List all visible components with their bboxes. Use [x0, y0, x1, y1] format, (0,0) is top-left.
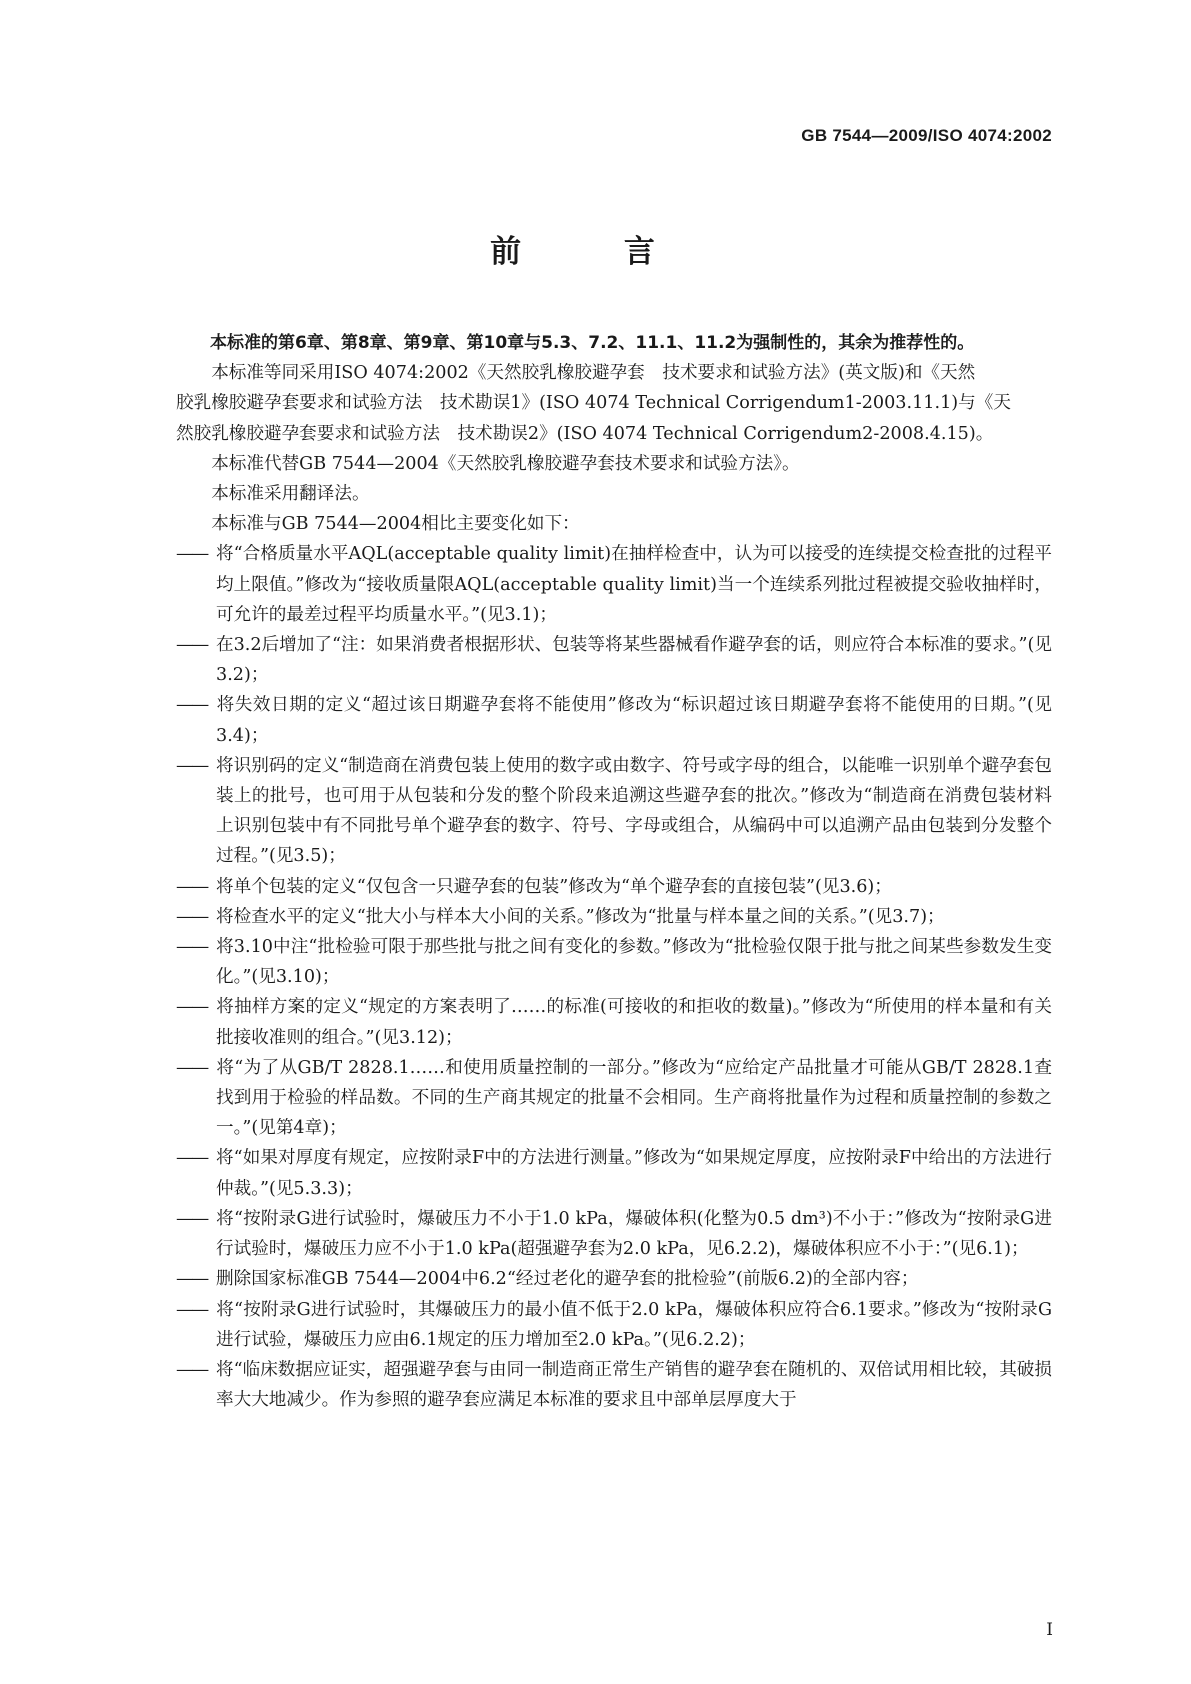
adoption-statement-line2: 胶乳橡胶避孕套要求和试验方法 技术勘误1》(ISO 4074 Technical Corrigendum1-2003.11.1)与《天: [176, 393, 1011, 414]
list-marker: ——: [176, 876, 208, 897]
list-marker: ——: [176, 906, 208, 927]
list-marker: ——: [176, 1148, 208, 1169]
list-marker: ——: [176, 937, 208, 958]
adoption-statement-line3: 然胶乳橡胶避孕套要求和试验方法 技术勘误2》(ISO 4074 Technical Corrigendum2-2008.4.15)。: [176, 423, 994, 444]
list-item: —— 将抽样方案的定义“规定的方案表明了……的标准(可接收的和拒收的数量)。”修改为“所使用的样本量和有关批接收准则的组合。”(见3.12)；: [176, 992, 1052, 1052]
list-item: —— 在3.2后增加了“注：如果消费者根据形状、包装等将某些器械看作避孕套的话，则应符合本标准的要求。”(见3.2)；: [176, 630, 1052, 690]
translation-method: 本标准采用翻译法。: [211, 484, 370, 505]
list-marker: ——: [176, 755, 208, 776]
list-item: —— 将“合格质量水平AQL(acceptable quality limit)在抽样检查中，认为可以接受的连续提交检查批的过程平均上限值。”修改为“接收质量限AQL(acceptable quality limit)当一个连续系列批过程被提交验收抽样时，可允许的最差过程平均质量水平。”(见3.1)；: [176, 539, 1052, 630]
list-marker: ——: [176, 695, 208, 716]
list-item: —— 将识别码的定义“制造商在消费包装上使用的数字或由数字、符号或字母的组合，以能唯一识别单个避孕套包装上的批号，也可用于从包装和分发的整个阶段来追溯这些避孕套的批次。”修改为“制造商在消费包装材料上识别包装中有不同批号单个避孕套的数字、符号、字母或组合，从编码中可以追溯产品由包装到分发整个过程。”(见3.5)；: [176, 751, 1052, 872]
list-item: —— 将“临床数据应证实，超强避孕套与由同一制造商正常生产销售的避孕套在随机的、双倍试用相比较，其破损率大大地减少。作为参照的避孕套应满足本标准的要求且中部单层厚度大于: [176, 1355, 1052, 1415]
list-marker: ——: [176, 544, 208, 565]
replacement-statement: 本标准代替GB 7544—2004《天然胶乳橡胶避孕套技术要求和试验方法》。: [211, 453, 800, 474]
list-item: —— 将“按附录G进行试验时，爆破压力不小于1.0 kPa，爆破体积(化整为0.5 dm³)不小于：”修改为“按附录G进行试验时，爆破压力应不小于1.0 kPa(超强避孕套为2.0 kPa，见6.2.2)，爆破体积应不小于：”(见6.1)；: [176, 1204, 1052, 1264]
list-marker: ——: [176, 1299, 208, 1320]
page-title: 前 言: [490, 234, 701, 270]
document-body: [176, 328, 1052, 1415]
list-marker: ——: [176, 635, 208, 656]
list-item: —— 将“按附录G进行试验时，其爆破压力的最小值不低于2.0 kPa，爆破体积应符合6.1要求。”修改为“按附录G进行试验，爆破压力应由6.1规定的压力增加至2.0 kPa。”(见6.2.2)；: [176, 1295, 1052, 1355]
list-item: —— 将检查水平的定义“批大小与样本大小间的关系。”修改为“批量与样本量之间的关系。”(见3.7)；: [176, 902, 1052, 932]
list-item: —— 删除国家标准GB 7544—2004中6.2“经过老化的避孕套的批检验”(前版6.2)的全部内容；: [176, 1264, 1052, 1294]
list-item: —— 将失效日期的定义“超过该日期避孕套将不能使用”修改为“标识超过该日期避孕套将不能使用的日期。”(见3.4)；: [176, 690, 1052, 750]
list-item: —— 将3.10中注“批检验可限于那些批与批之间有变化的参数。”修改为“批检验仅限于批与批之间某些参数发生变化。”(见3.10)；: [176, 932, 1052, 992]
list-marker: ——: [176, 1208, 208, 1229]
list-marker: ——: [176, 1359, 208, 1380]
mandatory-statement: 本标准的第6章、第8章、第9章、第10章与5.3、7.2、11.1、11.2为强制性的，其余为推荐性的。: [210, 333, 975, 353]
list-marker: ——: [176, 997, 208, 1018]
page-number: I: [1046, 1620, 1053, 1640]
changes-intro: 本标准与GB 7544—2004相比主要变化如下：: [211, 514, 580, 535]
list-marker: ——: [176, 1057, 208, 1078]
standard-code-header: GB 7544—2009/ISO 4074:2002: [801, 126, 1052, 145]
list-item: —— 将“如果对厚度有规定，应按附录F中的方法进行测量。”修改为“如果规定厚度，应按附录F中给出的方法进行仲裁。”(见5.3.3)；: [176, 1143, 1052, 1203]
list-item: —— 将单个包装的定义“仅包含一只避孕套的包装”修改为“单个避孕套的直接包装”(见3.6)；: [176, 872, 1052, 902]
list-marker: ——: [176, 1269, 208, 1290]
adoption-statement-line1: 本标准等同采用ISO 4074:2002《天然胶乳橡胶避孕套 技术要求和试验方法》(英文版)和《天然: [211, 363, 976, 384]
list-item: —— 将“为了从GB/T 2828.1……和使用质量控制的一部分。”修改为“应给定产品批量才可能从GB/T 2828.1查找到用于检验的样品数。不同的生产商其规定的批量不会相同。生产商将批量作为过程和质量控制的参数之一。”(见第4章)；: [176, 1053, 1052, 1144]
